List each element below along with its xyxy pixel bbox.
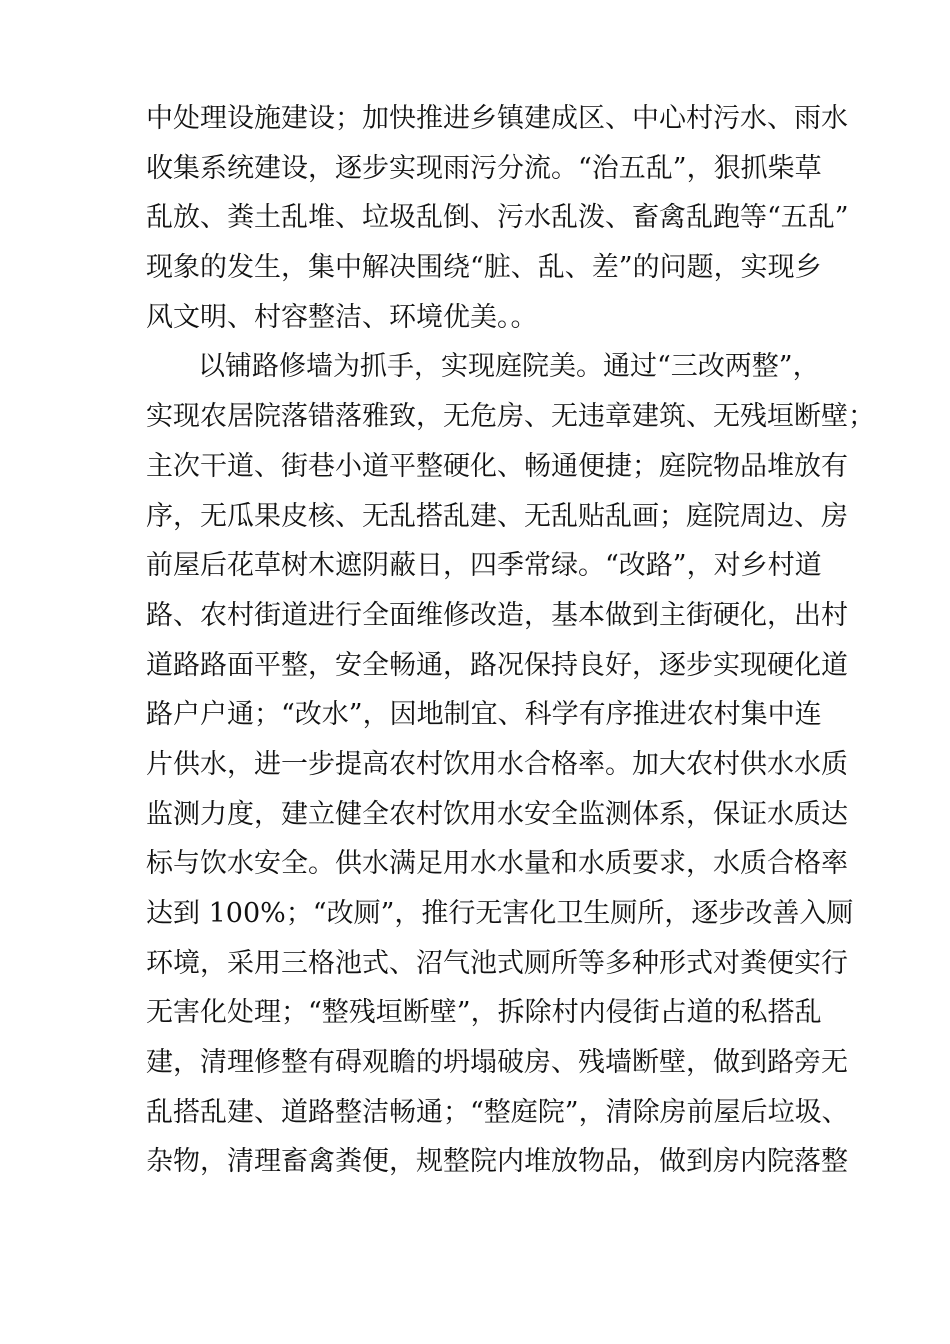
paragraph-first-line: 以铺路修墙为抓手，实现庭院美。通过“三改两整”，	[198, 351, 820, 383]
text-line: 实现农居院落错落雅致，无危房、无违章建筑、无残垣断壁；	[146, 401, 875, 433]
text-line: 乱搭乱建、道路整洁畅通；“整庭院”，清除房前屋后垃圾、	[146, 1096, 849, 1128]
text-line: 序，无瓜果皮核、无乱搭乱建、无乱贴乱画；庭院周边、房	[146, 500, 848, 532]
text-line: 路、农村街道进行全面维修改造，基本做到主街硬化，出村	[146, 599, 848, 631]
text-line: 乱放、粪土乱堆、垃圾乱倒、污水乱泼、畜禽乱跑等“五乱”	[146, 202, 849, 234]
text-line: 收集系统建设，逐步实现雨污分流。“治五乱”，狠抓柴草	[146, 152, 822, 184]
text-line: 环境，采用三格池式、沼气池式厕所等多种形式对粪便实行	[146, 947, 848, 979]
text-line: 现象的发生，集中解决围绕“脏、乱、差”的问题，实现乡	[146, 252, 822, 284]
text-line: 中处理设施建设；加快推进乡镇建成区、中心村污水、雨水	[146, 103, 848, 134]
text-line: 达到 100%；“改厕”，推行无害化卫生厕所，逐步改善入厕	[146, 898, 854, 929]
text-line: 建，清理修整有碍观瞻的坍塌破房、残墙断壁，做到路旁无	[146, 1047, 848, 1079]
text-line: 道路路面平整，安全畅通，路况保持良好，逐步实现硬化道	[146, 649, 848, 681]
text-line: 杂物，清理畜禽粪便，规整院内堆放物品，做到房内院落整	[146, 1146, 848, 1178]
text-line: 主次干道、街巷小道平整硬化、畅通便捷；庭院物品堆放有	[146, 450, 848, 482]
body-text	[146, 94, 875, 1187]
text-line: 路户户通；“改水”，因地制宜、科学有序推进农村集中连	[146, 699, 822, 731]
text-line: 风文明、村容整洁、环境优美。。	[146, 301, 538, 333]
text-line: 监测力度，建立健全农村饮用水安全监测体系，保证水质达	[146, 798, 848, 830]
text-line: 前屋后花草树木遮阴蔽日，四季常绿。“改路”，对乡村道	[146, 550, 822, 582]
text-line: 片供水，进一步提高农村饮用水合格率。加大农村供水水质	[146, 748, 848, 780]
text-line: 标与饮水安全。供水满足用水水量和水质要求，水质合格率	[146, 848, 848, 880]
text-line: 无害化处理；“整残垣断壁”，拆除村内侵街占道的私搭乱	[146, 997, 822, 1029]
